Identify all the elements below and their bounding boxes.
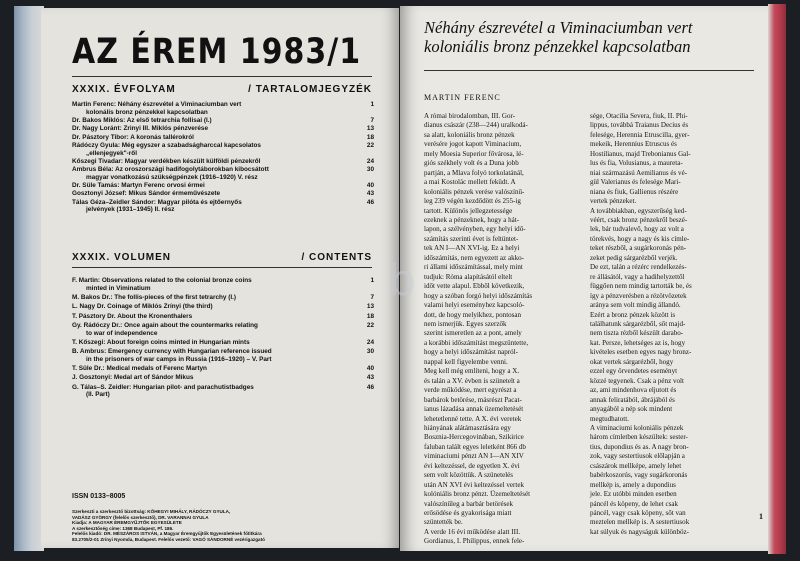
toc-entry-line: jelvények (1931–1945) II. rész [86, 206, 175, 214]
toc-entry-line: B. Ambrus: Emergency currency with Hungarian reference issued [72, 348, 272, 356]
toc-entry-line: magyar vonatkozású szükségpénzek (1916–1920) V. rész [86, 173, 258, 181]
watermark: b [388, 255, 416, 306]
toc-entry [72, 101, 374, 116]
contents-rule [72, 267, 372, 268]
toc-entry-line: Tálas Géza–Zeidler Sándor: Magyar pilóta és ejtőernyős [72, 198, 242, 206]
article-text-line: az, ami mindenhova eljutott és [590, 386, 677, 395]
article-text-line: re állásától, vagy a hadihelyzettől [590, 272, 685, 281]
toc-entry-line: F. Martin: Observations related to the colonial bronze coins [72, 277, 252, 284]
toc-heading-hu-right: / TARTALOMJEGYZÉK [248, 84, 372, 95]
article-title-line: koloniális bronz pénzekkel kapcsolatban [424, 37, 691, 56]
article-text-line: sem volt közöttük. A szünetelés [424, 471, 514, 480]
article-text-line: így a pénzverésben a rézötvözetek [590, 291, 687, 300]
toc-entry-line: Gy. Rádóczy Dr.: Once again about the countermarks relating [72, 321, 258, 329]
article-text-line: gül Valerianus és felesége Mari- [590, 178, 681, 187]
article-text-line: A verde 16 évi működése alatt III. [424, 527, 521, 536]
article-text-line: jele. Ez utóbbi minden esetben [590, 490, 677, 499]
toc-page-number: 7 [370, 294, 374, 301]
article-text-line: aránya sem volt mindig állandó. [590, 301, 681, 310]
article-text-line: anyagából a nép sok mindent [590, 405, 673, 414]
toc-entry [72, 313, 374, 321]
article-text-line: után AN XVI évi keltezéssel vertek [424, 480, 524, 489]
article-text-line: nem tiszta rézből készült darabo- [590, 329, 684, 338]
article-text-line: Ezért a bronz pénzek között is [590, 310, 676, 319]
article-text-line: A viminaciumi koloniális pénzek [590, 423, 684, 432]
article-text-line: tek AN I—AN XVI-ig. Ez a helyi [424, 244, 520, 253]
article-text-line: zeket pedig sárgarézből verjék. [590, 253, 678, 262]
toc-entry-line: to war of independence [86, 329, 158, 337]
toc-page-number: 24 [366, 338, 374, 346]
article-text-line: dianus császár (238—244) uralkodá- [424, 121, 528, 130]
article-text-line: tudjuk: Róma alapításától eltelt [424, 272, 513, 281]
toc-entry-line: Martin Ferenc: Néhány észrevétel a Viminaciumban vert [72, 101, 242, 108]
article-text-line: verésére jogot kapott Viminacium, [424, 140, 522, 149]
article-text-line: Hostilianus, majd Trebonianus Gal- [590, 149, 691, 158]
toc-entry-line: Dr. Süle Tamás: Martyn Ferenc orvosi érmei [72, 182, 205, 190]
toc-page-number: 13 [366, 303, 374, 311]
article-text-line: mely Moesia Superior fővárosa, lé- [424, 149, 524, 158]
toc-entry-line: J. Gosztonyi: Medal art of Sándor Mikus [72, 374, 194, 382]
toc-page-number: 24 [366, 157, 374, 165]
article-text-line: szerint ismeretlen az a pont, amely [424, 329, 522, 338]
imprint-line: Kiadja: A MAGYAR ÉREMGYŰJTŐK EGYESÜLETE [72, 520, 182, 526]
article-text-line: ezzel egy örvendetes eseményt [590, 367, 678, 376]
article-text-line: faluban talált egyes leletként 866 db [424, 442, 526, 451]
toc-page-number: 1 [370, 101, 374, 108]
toc-page-number: 1 [370, 277, 374, 284]
article-text-line: Gordianus, I. Philippus, ennek fele- [424, 537, 525, 546]
article-text-line: három címletben készültek: sester- [590, 433, 688, 442]
toc-page-number: 7 [370, 117, 374, 124]
imprint-line: 83.2705/2-01 Zrínyi Nyomda, Budapest. Felelős vezető: VAGÓ SÁNDORNÉ vezérigazgató [72, 536, 265, 542]
toc-entry-line: Dr. Pásztory Tibor: A koronás tallérokról [72, 133, 194, 141]
article-text-line: tartott. Különös jellegzetessége [424, 206, 513, 215]
toc-entry [72, 277, 374, 292]
page-number: 1 [759, 512, 763, 521]
article-title [424, 18, 744, 56]
article-text-line: zok, vagy sestertiusok előlapján a [590, 452, 685, 461]
toc-page-number: 43 [366, 190, 374, 198]
article-text-line: véért, csak bronz pénzekről beszé- [590, 215, 688, 224]
article-text-line: ri állami időszámítással, mely mint [424, 263, 523, 272]
article-text-line: és talán a XV. évben is szünetelt a [424, 376, 520, 385]
book-edge-right [768, 4, 786, 554]
article-text-line: koloniális pénzek verése valószínű- [424, 187, 525, 196]
article-text-line: nem ismerjük. Egyes szerzők [424, 319, 507, 328]
article-text-line: barbárok betörése, másrészt Pacat- [424, 395, 522, 404]
article-column-1 [424, 112, 581, 547]
article-column-2 [590, 112, 747, 537]
toc-entry [72, 322, 374, 337]
toc-heading-en-right: / CONTENTS [301, 252, 372, 263]
article-title-line: Néhány észrevétel a Viminaciumban vert [424, 18, 693, 37]
article-text-line: császárok mellképe, amely lehet [590, 461, 682, 470]
toc-entry [72, 374, 374, 382]
toc-entry [72, 294, 374, 302]
toc-hungarian [72, 101, 374, 215]
article-text-line: kat. Persze, lehetséges az is, hogy [590, 338, 686, 347]
article-text-line: niai származású Aemilianus és vé- [590, 168, 688, 177]
article-text-line: A továbbiakban, egyszerűség ked- [590, 206, 687, 215]
toc-page-number: 18 [366, 133, 374, 141]
article-text-line: annak feliratából, ábrájából és [590, 395, 675, 404]
article-text-line: meztelen mellkép is. A sestertiusok [590, 518, 690, 527]
toc-page-number: 22 [366, 321, 374, 329]
toc-page-number: 22 [366, 141, 374, 149]
article-text-line: függően nem mindig tartották be, és [590, 282, 692, 291]
toc-entry-line: „ellenjegyek"-ről [86, 149, 137, 157]
article-text-line: nappal kell figyelembe venni. [424, 357, 508, 366]
article-text-line: lus és fia, Volusianus, a maureta- [590, 159, 683, 168]
toc-page-number: 18 [366, 312, 374, 320]
article-text-line: hogy a helyi időszámítást napról- [424, 348, 518, 357]
toc-entry-line: Rádóczy Gyula: Még egyszer a szabadságharccal kapcsolatos [72, 141, 261, 149]
article-text-line: ianus lázadása annak üzemeltetését [424, 405, 524, 414]
article-text-line: találhatunk sárgarézből, sőt majd- [590, 319, 686, 328]
toc-page-number: 30 [366, 348, 374, 356]
toc-entry [72, 339, 374, 347]
article-text-line: páncél és köpeny, de lehet csak [590, 499, 678, 508]
article-text-line: dott, de hogy melyikhez, pontosan [424, 310, 522, 319]
toc-entry-line: in the prisoners of war camps in Russia (1916–1920) – V. Part [86, 355, 272, 363]
toc-entry [72, 365, 374, 373]
article-text-line: időszámítás, nem egyezett az akko- [424, 253, 524, 262]
article-text-line: kolóniális bronz pénzt. Üzemeltetését [424, 490, 531, 499]
toc-entry-line: Ambrus Béla: Az oroszországi hadifogolytáborokban kibocsátott [72, 166, 269, 174]
toc-entry [72, 134, 374, 142]
article-text-line: törekvés, hogy a nagy és kis címle- [590, 234, 690, 243]
article-text-line: valószínűleg a barbár betörések [424, 499, 514, 508]
article-text-line: teket részből, a sugárkoronás pén- [590, 244, 687, 253]
toc-entry [72, 199, 374, 214]
toc-page-number: 13 [366, 125, 374, 133]
article-text-line: sa alatt, koloniális bronz pénzek [424, 130, 515, 139]
article-text-line: A római birodalomban, III. Gor- [424, 112, 516, 120]
article-text-line: erősödése és gyakorisága miatt [424, 509, 512, 518]
toc-entry-line: G. Tálas–S. Zeidler: Hungarian pilot- and parachutistbadges [72, 383, 254, 391]
article-text-line: a mai Kostolác mellett feküdt. A [424, 178, 516, 187]
article-text-line: szüntették be. [424, 518, 463, 527]
issn: ISSN 0133–8005 [72, 493, 126, 500]
article-text-line: valami helyi eseményhez kapcsoló- [424, 301, 525, 310]
toc-entry-line: Kőszegi Tivadar: Magyar verdékben készült külföldi pénzekről [72, 157, 261, 165]
journal-title: AZ ÉREM 1983/1 [72, 32, 362, 73]
toc-entry-line: T. Kőszegi: About foreign coins minted in Hungarian mints [72, 338, 250, 346]
toc-heading-en [72, 252, 372, 263]
toc-entry [72, 182, 374, 190]
article-text-line: sége, Otacilia Severa, fiuk, II. Phi- [590, 112, 688, 120]
toc-entry [72, 158, 374, 166]
article-text-line: partján, a Mlava folyó torkolatánál, [424, 168, 524, 177]
toc-entry-line: L. Nagy Dr. Coinage of Miklós Zrínyi (the third) [72, 303, 213, 311]
article-text-line: kat súlyuk és nagyságuk különböz- [590, 527, 690, 536]
toc-entry [72, 384, 374, 399]
article-text-line: megtudhatott. [590, 414, 629, 423]
article-title-rule [424, 70, 754, 71]
article-text-line: Bosznia-Hercegovinában, Szikirice [424, 433, 524, 442]
article-text-line: verde működése, mert egyrészt a [424, 386, 517, 395]
toc-entry [72, 303, 374, 311]
imprint [72, 509, 367, 543]
article-text-line: mekeik, Herennius Etruscus és [590, 140, 677, 149]
article-text-line: lek, bár tudvalevő, hogy az volt a [590, 225, 684, 234]
article-text-line: hogy a szóban forgó helyi időszámítás [424, 291, 533, 300]
article-text-line: lehetetlenné tette. A X. évi veretek [424, 414, 522, 423]
article-text-line: számítás szerinti évet is feltüntet- [424, 234, 519, 243]
imprint-line: VADÁSZ GYÖRGY (felelős szerkesztő), DR. VARANNAI GYULA [72, 514, 209, 520]
toc-heading-hu [72, 84, 372, 95]
article-text-line: giós székhely volt és a Duna jobb [424, 159, 519, 168]
toc-page-number: 43 [366, 374, 374, 382]
toc-entry [72, 348, 374, 363]
article-text-line: vertek pénzeket. [590, 197, 637, 206]
article-text-line: De ezt, talán a rézérc rendelkezés- [590, 263, 687, 272]
article-text-line: páncél, vagy csak köpeny, sőt van [590, 509, 686, 518]
article-text-line: lippus, továbbá Traianus Decius és [590, 121, 689, 130]
article-text-line: babérkoszorús, vagy sugárkoronás [590, 471, 688, 480]
article-text-line: felesége, Herennia Etruscilla, gyer- [590, 130, 690, 139]
toc-heading-hu-left: XXXIX. ÉVFOLYAM [72, 84, 176, 95]
article-text-line: a korábbi időszámítást megszüntette, [424, 338, 529, 347]
imprint-line: Felelős kiadó: DR. MÉSZÁROS ISTVÁN, a Magyar Éremgyűjtők Egyesületének főtitkára [72, 531, 262, 537]
toc-entry-line: Dr. Bakos Miklós: Az első tetrarchia follisai (I.) [72, 117, 212, 124]
article-text-line: tius, dupondius és as. A nagy bron- [590, 442, 689, 451]
toc-entry [72, 117, 374, 125]
article-text-line: évi keltezéssel, de egyetlen X. évi [424, 461, 520, 470]
toc-entry-line: Dr. Nagy Loránt: Zrinyi III. Miklós pénzverése [72, 125, 209, 133]
article-text-line: hiányának alátámasztására egy [424, 423, 511, 432]
toc-entry [72, 142, 374, 157]
article-text-line: leg 239 végén kezdődött és 255-ig [424, 197, 521, 206]
toc-entry-line: Gosztonyi József: Mikus Sándor érmeművészete [72, 190, 221, 198]
article-text-line: okat vertek sárgarézből, hogy [590, 357, 674, 366]
toc-entry [72, 125, 374, 133]
article-text-line: lapon, a szélvényben, egy helyi idő- [424, 225, 526, 234]
book-edge-left [14, 6, 44, 551]
toc-entry-line: M. Bakos Dr.: The follis-pieces of the first tetrarchy (I.) [72, 294, 237, 301]
article-text-line: időt vette alapul. Ebből következik, [424, 282, 525, 291]
toc-page-number: 46 [366, 198, 374, 206]
article-text-line: niana és fiuk, Gallienus részére [590, 187, 679, 196]
toc-page-number: 46 [366, 383, 374, 391]
toc-entry-line: T. Süle Dr.: Medical medals of Ferenc Martyn [72, 365, 207, 373]
toc-entry-line: minted in Viminatium [86, 284, 151, 292]
imprint-line: A szerkesztőség címe: 1368 Budapest, Pf. 186. [72, 525, 174, 531]
toc-entry [72, 190, 374, 198]
toc-entry-line: (II. Part) [86, 391, 110, 399]
article-author: MARTIN FERENC [424, 93, 501, 102]
article-text-line: közzé tegyenek. Csak a pénz volt [590, 376, 684, 385]
article-text-line: viminaciumi pénzt AN I—AN XIV [424, 452, 524, 461]
title-rule [72, 76, 372, 77]
toc-entry-line: T. Pásztory Dr. About the Kronenthalers [72, 312, 193, 320]
toc-entry [72, 166, 374, 181]
article-text-line: Meg kell még említeni, hogy a X. [424, 367, 520, 376]
article-text-line: kivételes esetben egyes nagy bronz- [590, 348, 692, 357]
toc-heading-en-left: XXXIX. VOLUMEN [72, 252, 172, 263]
article-text-line: ezeknek a pénzeknek, hogy a hát- [424, 215, 520, 224]
article-text-line: mellkép is, amely a dupondius [590, 480, 676, 489]
toc-english [72, 277, 374, 401]
imprint-line: Szerkeszti a szerkesztő bizottság: KŐHEGYI MIHÁLY, RÁDÓCZY GYULA, [72, 509, 231, 514]
toc-page-number: 30 [366, 166, 374, 174]
toc-page-number: 40 [366, 182, 374, 190]
toc-entry-line: kolonális bronz pénzekkel kapcsolatban [86, 108, 208, 116]
toc-page-number: 40 [366, 365, 374, 373]
